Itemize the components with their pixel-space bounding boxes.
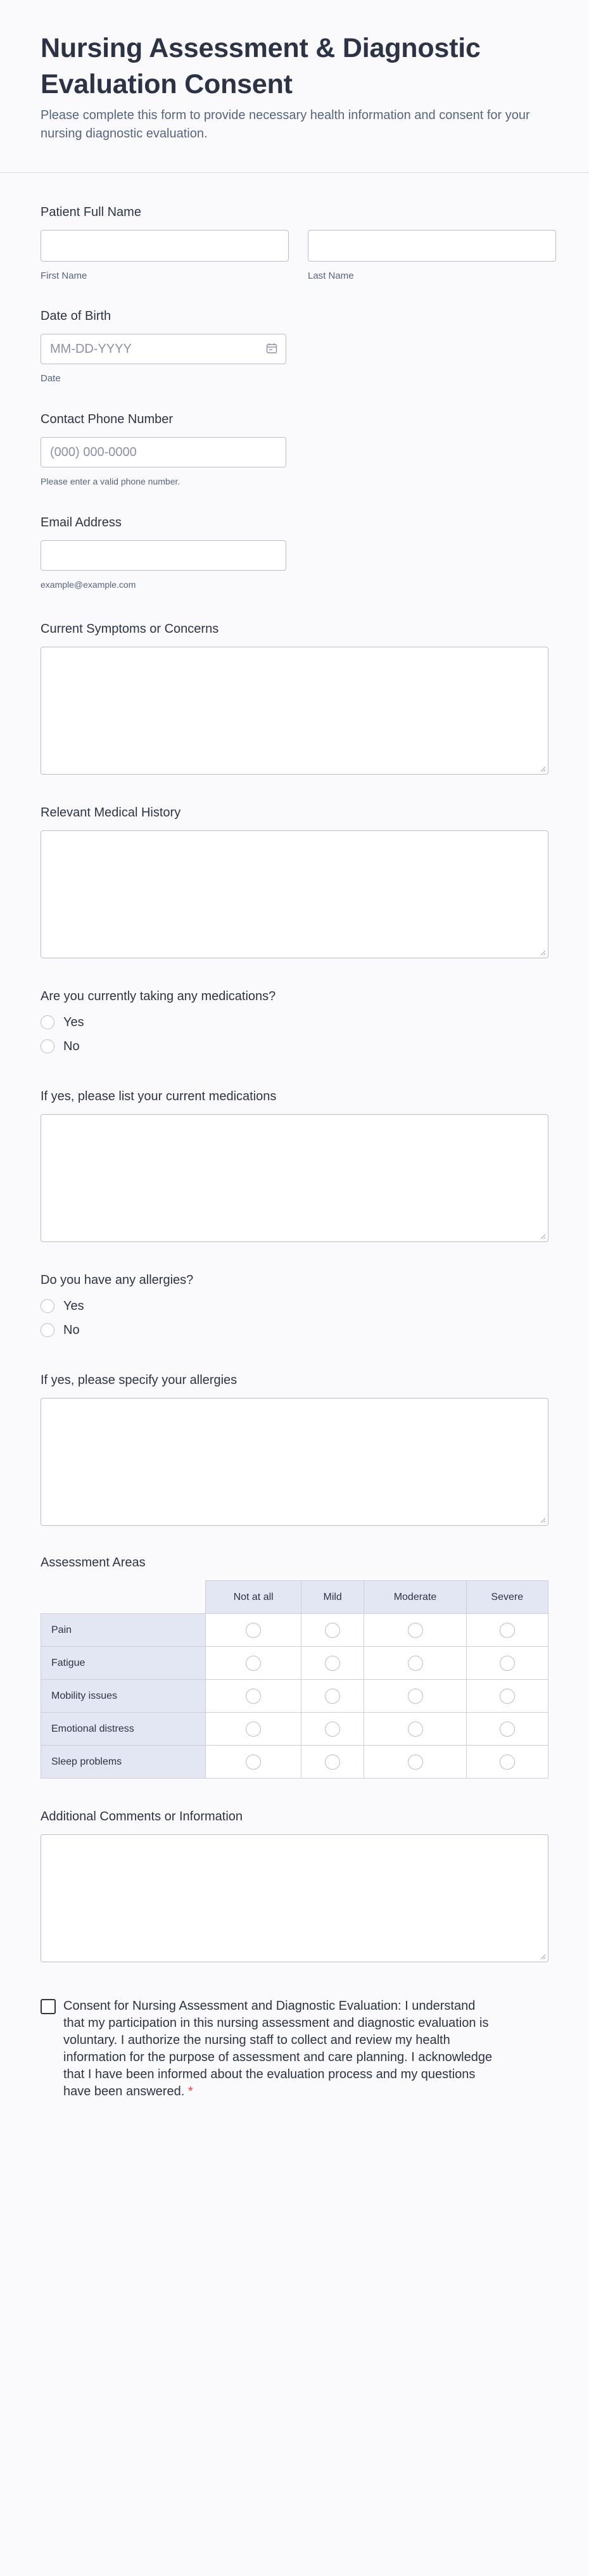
matrix-column-header: Moderate xyxy=(364,1581,466,1614)
consent-checkbox[interactable] xyxy=(41,1999,56,2014)
matrix-radio[interactable] xyxy=(408,1623,423,1638)
matrix-row-label: Pain xyxy=(41,1614,206,1647)
matrix-radio[interactable] xyxy=(325,1623,340,1638)
matrix-radio[interactable] xyxy=(246,1754,261,1770)
matrix-row-label: Fatigue xyxy=(41,1647,206,1680)
name-label: Patient Full Name xyxy=(41,205,141,219)
last-name-input[interactable] xyxy=(308,230,556,262)
phone-label: Contact Phone Number xyxy=(41,412,174,426)
resize-grip-icon[interactable] xyxy=(540,1518,546,1523)
matrix-column-header: Mild xyxy=(301,1581,364,1614)
assessment-section xyxy=(41,1555,548,1779)
required-mark: * xyxy=(187,2084,193,2098)
matrix-row xyxy=(41,1614,548,1647)
dob-sublabel: Date xyxy=(41,373,61,384)
matrix-radio[interactable] xyxy=(246,1656,261,1671)
medications-question-label: Are you currently taking any medications? xyxy=(41,989,276,1003)
last-name-sublabel: Last Name xyxy=(308,270,354,281)
matrix-row xyxy=(41,1647,548,1680)
matrix-row xyxy=(41,1680,548,1713)
medications-option-no[interactable] xyxy=(41,1034,548,1058)
history-label: Relevant Medical History xyxy=(41,806,181,820)
comments-section xyxy=(41,1809,548,1962)
radio-button[interactable] xyxy=(41,1015,54,1029)
matrix-row xyxy=(41,1713,548,1746)
matrix-radio[interactable] xyxy=(246,1689,261,1704)
history-textarea[interactable] xyxy=(41,830,548,958)
allergies-option-no[interactable] xyxy=(41,1318,548,1342)
matrix-radio[interactable] xyxy=(408,1754,423,1770)
matrix-radio[interactable] xyxy=(408,1689,423,1704)
allergies-question-label: Do you have any allergies? xyxy=(41,1273,194,1287)
resize-grip-icon[interactable] xyxy=(540,1954,546,1960)
matrix-row-label: Mobility issues xyxy=(41,1680,206,1713)
email-label: Email Address xyxy=(41,516,122,530)
radio-label: Yes xyxy=(63,1015,84,1029)
matrix-radio[interactable] xyxy=(500,1689,515,1704)
history-section xyxy=(41,805,548,958)
matrix-radio[interactable] xyxy=(408,1722,423,1737)
allergies-list-textarea[interactable] xyxy=(41,1398,548,1526)
form-header xyxy=(0,0,589,173)
medications-list-textarea[interactable] xyxy=(41,1114,548,1242)
assessment-label: Assessment Areas xyxy=(41,1556,146,1570)
radio-button[interactable] xyxy=(41,1039,54,1053)
matrix-radio[interactable] xyxy=(246,1722,261,1737)
allergies-question-section xyxy=(41,1272,548,1342)
resize-grip-icon[interactable] xyxy=(540,1234,546,1240)
symptoms-section xyxy=(41,621,548,775)
matrix-radio[interactable] xyxy=(325,1656,340,1671)
matrix-radio[interactable] xyxy=(500,1722,515,1737)
matrix-radio[interactable] xyxy=(500,1754,515,1770)
dob-section xyxy=(41,308,548,384)
page-title: Nursing Assessment & Diagnostic Evaluation Consent xyxy=(41,33,481,99)
matrix-row-label: Emotional distress xyxy=(41,1713,206,1746)
matrix-radio[interactable] xyxy=(246,1623,261,1638)
matrix-column-header: Severe xyxy=(466,1581,548,1614)
medications-list-label: If yes, please list your current medications xyxy=(41,1089,277,1103)
medications-option-yes[interactable] xyxy=(41,1010,548,1034)
matrix-radio[interactable] xyxy=(325,1722,340,1737)
consent-checkbox-row[interactable] xyxy=(41,1998,497,2100)
comments-textarea[interactable] xyxy=(41,1834,548,1962)
allergies-list-label: If yes, please specify your allergies xyxy=(41,1373,238,1387)
radio-button[interactable] xyxy=(41,1299,54,1313)
consent-text: Consent for Nursing Assessment and Diagnostic Evaluation: I understand that my participation in this nursing assessment and diagnostic evaluation is voluntary. I authorize the nursing staff to collect and review my health information for the purpose of assessment and care planning. I acknowledge that I have been informed about the evaluation process and my questions have been answered. xyxy=(63,1999,493,2098)
form-body xyxy=(0,205,589,2100)
matrix-column-header: Not at all xyxy=(206,1581,301,1614)
matrix-radio[interactable] xyxy=(325,1689,340,1704)
resize-grip-icon[interactable] xyxy=(540,950,546,956)
symptoms-label: Current Symptoms or Concerns xyxy=(41,622,219,636)
name-section xyxy=(41,205,548,281)
first-name-input[interactable] xyxy=(41,230,289,262)
medications-list-section xyxy=(41,1089,548,1242)
allergies-option-yes[interactable] xyxy=(41,1294,548,1318)
calendar-icon[interactable] xyxy=(266,343,277,357)
comments-label: Additional Comments or Information xyxy=(41,1810,243,1824)
radio-label: No xyxy=(63,1039,80,1053)
phone-section xyxy=(41,412,548,486)
allergies-list-section xyxy=(41,1373,548,1526)
matrix-radio[interactable] xyxy=(408,1656,423,1671)
email-section xyxy=(41,515,548,590)
matrix-row xyxy=(41,1746,548,1779)
page-subtitle: Please complete this form to provide necessary health information and consent for your nursing diagnostic evaluation. xyxy=(41,108,530,141)
first-name-sublabel: First Name xyxy=(41,270,87,281)
consent-label xyxy=(63,1998,497,2100)
phone-input[interactable] xyxy=(41,437,286,467)
resize-grip-icon[interactable] xyxy=(540,766,546,772)
dob-label: Date of Birth xyxy=(41,309,111,323)
radio-label: No xyxy=(63,1323,80,1337)
email-sublabel: example@example.com xyxy=(41,580,136,590)
dob-input[interactable] xyxy=(41,334,286,364)
email-input[interactable] xyxy=(41,540,286,571)
matrix-radio[interactable] xyxy=(325,1754,340,1770)
matrix-row-label: Sleep problems xyxy=(41,1746,206,1779)
consent-section xyxy=(41,1998,548,2100)
symptoms-textarea[interactable] xyxy=(41,647,548,775)
assessment-matrix xyxy=(41,1580,548,1779)
matrix-radio[interactable] xyxy=(500,1656,515,1671)
matrix-radio[interactable] xyxy=(500,1623,515,1638)
radio-label: Yes xyxy=(63,1298,84,1313)
medications-question-section xyxy=(41,989,548,1058)
phone-sublabel: Please enter a valid phone number. xyxy=(41,476,180,486)
radio-button[interactable] xyxy=(41,1323,54,1337)
